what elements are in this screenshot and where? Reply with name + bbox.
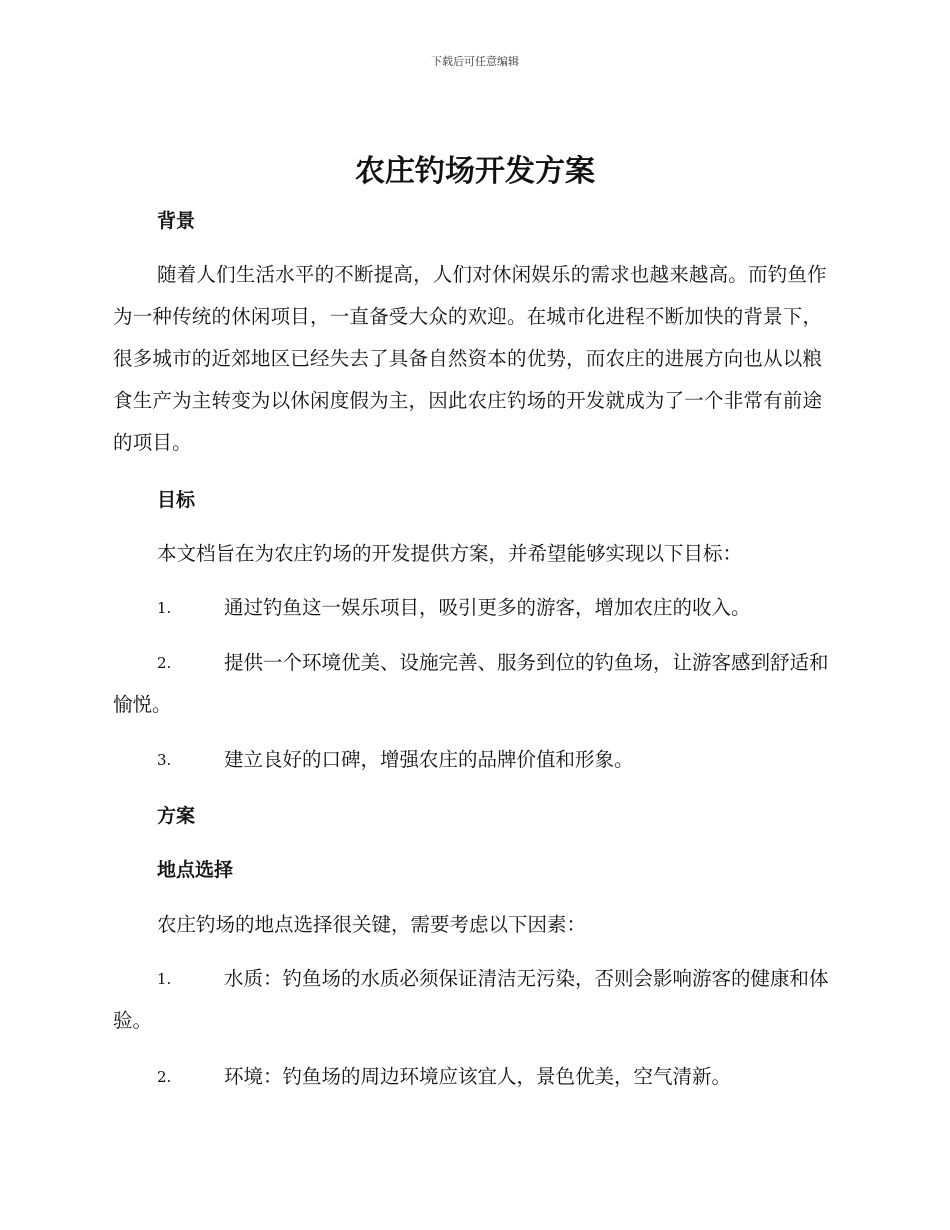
site-item-2	[113, 1056, 835, 1098]
background-paragraph: 随着人们生活水平的不断提高，人们对休闲娱乐的需求也越来越高。而钓鱼作为一种传统的休闲项目，一直备受大众的欢迎。在城市化进程不断加快的背景下，很多城市的近郊地区已经失去了具备自然资本的优势，而农庄的进展方向也从以粮食生产为主转变为以休闲度假为主，因此农庄钓场的开发就成为了一个非常有前途的项目。	[113, 263, 827, 454]
section-heading-plan: 方案	[157, 805, 196, 827]
list-item-text: 环境：钓鱼场的周边环境应该宜人，景色优美，空气清新。	[224, 1065, 732, 1088]
list-number: 2.	[157, 654, 172, 672]
page-header-note: 下载后可任意编辑	[431, 55, 519, 68]
list-item-text: 水质：钓鱼场的水质必须保证清洁无污染，否则会影响游客的健康和体验。	[113, 967, 829, 1032]
list-number: 1.	[157, 599, 172, 617]
site-item-1	[113, 958, 835, 1042]
list-number: 3.	[157, 751, 172, 769]
section-heading-background: 背景	[157, 210, 196, 232]
site-intro: 农庄钓场的地点选择很关键，需要考虑以下因素：	[157, 913, 587, 936]
section-heading-goals: 目标	[157, 489, 196, 511]
goal-item-3	[113, 739, 835, 781]
list-item-text: 建立良好的口碑，增强农庄的品牌价值和形象。	[224, 748, 634, 771]
list-item-text: 通过钓鱼这一娱乐项目，吸引更多的游客，增加农庄的收入。	[224, 596, 751, 619]
list-number: 1.	[157, 970, 172, 988]
list-number: 2.	[157, 1068, 172, 1086]
section-heading-site: 地点选择	[157, 859, 234, 881]
goal-item-2	[113, 642, 835, 726]
list-item-text: 提供一个环境优美、设施完善、服务到位的钓鱼场，让游客感到舒适和愉悦。	[113, 651, 829, 716]
document-title: 农庄钓场开发方案	[355, 154, 595, 189]
goals-intro: 本文档旨在为农庄钓场的开发提供方案，并希望能够实现以下目标：	[157, 542, 743, 565]
goal-item-1	[113, 587, 835, 629]
